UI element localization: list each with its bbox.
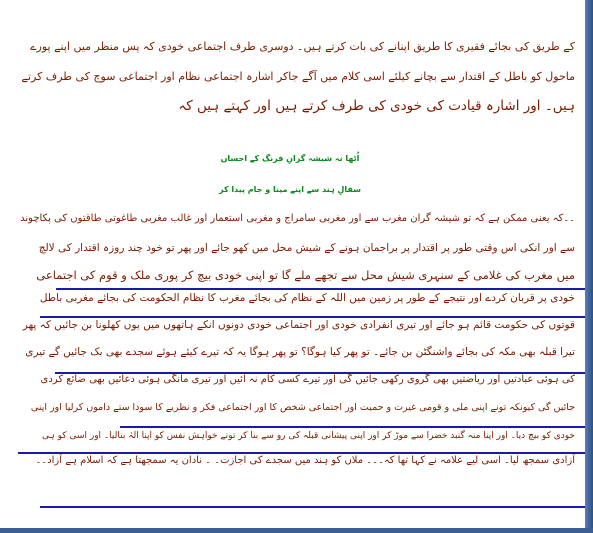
verse-line-1: اُٹھا نہ شیشہ گرانِ فرنگ کے احساں [220, 154, 360, 163]
text-line-3: ہیں۔ اور اشارہ قیادت کی خودی کی طرف کرتے ہیں اور کہتے ہیں کہ [178, 98, 575, 114]
verse-line-2: سفالِ ہند سے اپنے مینا و جام پیدا کر [218, 185, 362, 194]
text-line-8: خودی پر قربان کردے اور نتیجے کے طور پر زمین میں اللہ کے نظام کی بجائے مغرب کا نظام الحکومت کی بجائے مغربی باطل [39, 292, 575, 304]
text-line-14: آزادی سمجھ لیا۔ اسی لیے علامہ نے کہا تھا کہ۔۔۔ ملاں کو ہند میں سجدے کی اجازت۔ ۔ نادان یہ سمجھتا ہے کہ اسلام ہے آزاد۔۔ [35, 455, 575, 466]
text-line-7: میں مغرب کی غلامی کے سنہری شیش محل سے تجھے ملے گا تو اپنی خودی بیچ کر پوری ملک و قوم کی اجتماعی [36, 268, 575, 282]
text-line-12: جائیں گی کیونکہ تونے اپنی ملی و قومی غیرت و حمیت اور اجتماعی شخص کا اور اجتماعی فکر و نظریے کا سودا ستے داموں کرلیا اور اپنی [30, 402, 575, 413]
underline-rule [40, 506, 585, 508]
text-line-10: تیرا قبلہ بھی مکہ کی بجائے واشنگٹن بن جائے۔ تو پھر کیا ہوگا؟ تو پھر ہوگا یہ کہ تیرے کیئے ہوئے سجدے بھی بک جائیں گے تیری [25, 346, 575, 358]
underline-rule [56, 288, 588, 290]
text-line-1: کے طریق کی بجائے فقیری کا طریق اپنانے کی بات کرتے ہیں۔ دوسری طرف اجتماعی خودی کہ پس منظر میں اپنے پورے [30, 40, 575, 53]
text-line-13: خودی کو بیچ دیا۔ اور اپنا منہ گنبد خضرا سے موڑ کر اور اپنی پیشانی قبلہ کی رو سے بنا کر تونے خواہش نفس کو اپنا الہٰ بنالیا۔ اور اسی کو ہی [42, 431, 575, 441]
underline-rule [18, 452, 593, 454]
underline-rule [40, 316, 588, 318]
text-line-2: ماحول کو باطل کے اقتدار سے بچانے کیلئے اسی کلام میں آگے جاکر اشارہ اجتماعی نظام اور اجتماعی سوچ کی طرف کرتے [21, 70, 575, 83]
text-line-9: قوتوں کی حکومت قائم ہو جائے اور تیری انفرادی خودی اور اجتماعی خودی دونوں انکے ہاتھوں میں یوں کھلونا بن جائیں کہ پھر [22, 319, 575, 331]
text-line-11: کی ہوئی عبادتیں اور ریاضتیں بھی گروی رکھی جائیں گی اور تیرے کسی کام نہ آئیں اور تیری مانگی ہوئی دعائیں بھی ضائع کردی [40, 374, 575, 385]
window-frame-bottom [0, 528, 593, 533]
text-line-6: سے اور انکی اس وقتی طور پر اقتدار پر براجمان ہونے کے شیش محل میں کھو جائے اور پھر تو خود چند روزہ اقتدار کی لالچ [38, 242, 575, 254]
underline-rule [120, 426, 590, 428]
underline-rule [55, 372, 593, 374]
window-frame-right [585, 0, 593, 533]
text-line-5: ۔۔کہ یعنی ممکن ہے کہ تو شیشہ گران مغرب سے اور مغربی سامراج و مغربی استعمار اور غالب مغربی طاغوتی طاقتوں کی پکاچوند [20, 213, 575, 224]
